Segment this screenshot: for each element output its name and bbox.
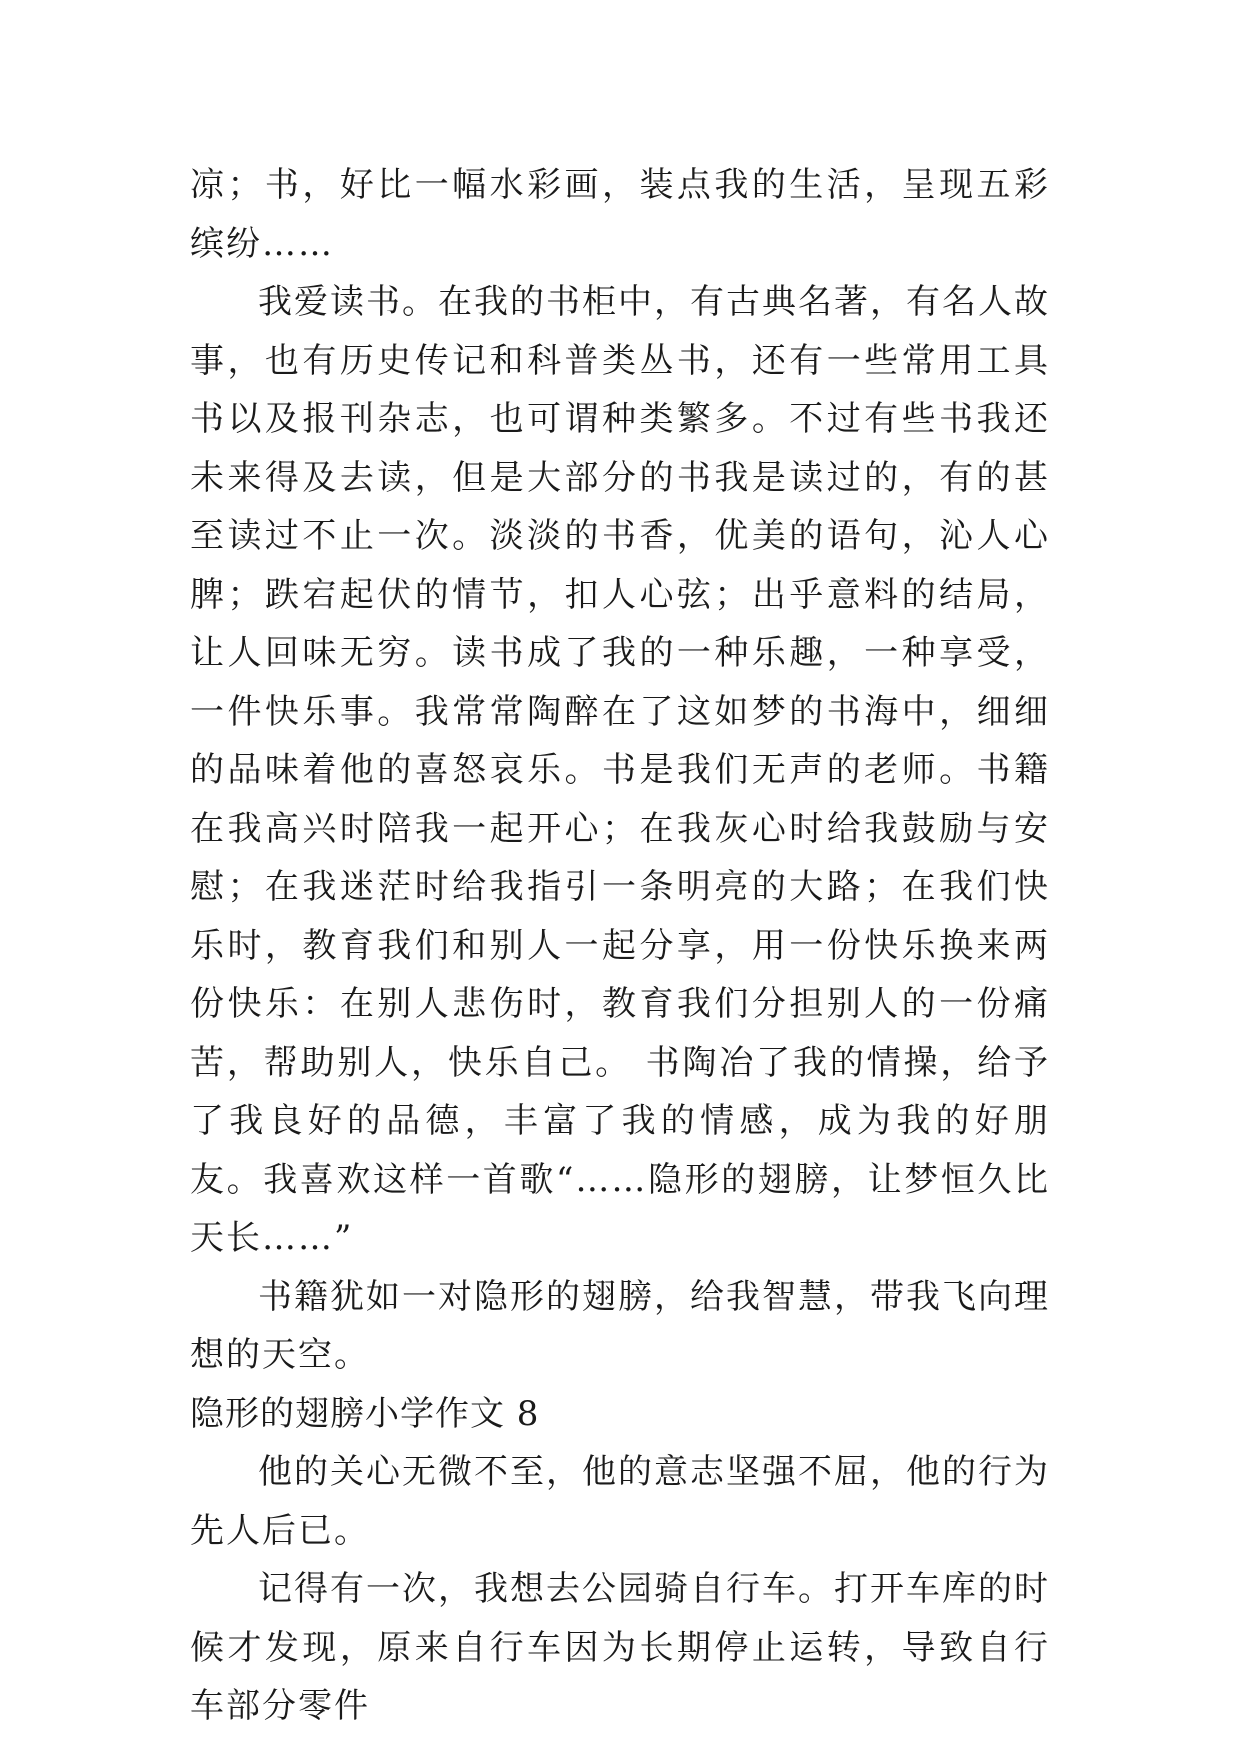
paragraph-love-reading: 我爱读书。在我的书柜中，有古典名著，有名人故事，也有历史传记和科普类丛书，还有一些常用工具书以及报刊杂志，也可谓种类繁多。不过有些书我还未来得及去读，但是大部分的书我是读过的，有的甚至读过不止一次。淡淡的书香，优美的语句，沁人心脾；跌宕起伏的情节，扣人心弦；出乎意料的结局，让人回味无穷。读书成了我的一种乐趣，一种享受，一件快乐事。我常常陶醉在了这如梦的书海中，细细的品味着他的喜怒哀乐。书是我们无声的老师。书籍在我高兴时陪我一起开心；在我灰心时给我鼓励与安慰；在我迷茫时给我指引一条明亮的大路；在我们快乐时，教育我们和别人一起分享，用一份快乐换来两份快乐：在别人悲伤时，教育我们分担别人的一份痛苦，帮助别人，快乐自己。 书陶冶了我的情操，给予了我良好的品德，丰富了我的情感，成为我的好朋友。我喜欢这样一首歌“……隐形的翅膀，让梦恒久比天长……”: [190, 282, 1050, 1258]
paragraph-invisible-wings: 书籍犹如一对隐形的翅膀，给我智慧，带我飞向理想的天空。: [190, 1276, 1050, 1375]
paragraph-his-care: 他的关心无微不至，他的意志坚强不屈，他的行为先人后已。: [190, 1452, 1050, 1551]
essay-heading: 隐形的翅膀小学作文 8: [190, 1393, 540, 1434]
paragraph-continuation: 凉；书，好比一幅水彩画，装点我的生活，呈现五彩缤纷……: [190, 165, 1050, 264]
paragraph-bicycle: 记得有一次，我想去公园骑自行车。打开车库的时候才发现，原来自行车因为长期停止运转，导致自行车部分零件: [190, 1569, 1050, 1726]
document-body: [190, 156, 1050, 1736]
